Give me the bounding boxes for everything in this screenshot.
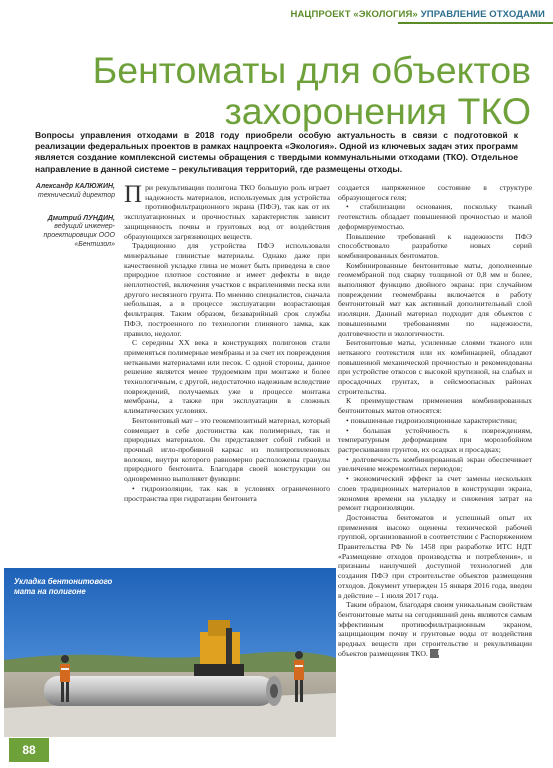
paragraph: Бентонитовый мат – это геокомпозитный материал, который совмещает в себе достоинства как полимерных, так и природных материалов. Он представляет собой гибкий и прочный игло-пробивной каркас из полипропиленовых волокон, внутри которого равномерно расположены гранулы природного бентонита. Благодаря своей конструкции он одновременно выполняет функции: (124, 415, 330, 484)
paragraph (338, 600, 532, 658)
bullet-item: • экономический эффект за счет замены нескольких слоев традиционных материалов в конструкции экрана, экономия времени на укладку и снижения затрат на ремонт гидроизоляции. (338, 474, 532, 513)
title-line-2: захоронения ТКО (224, 90, 531, 132)
article-column-1 (124, 183, 330, 503)
paragraph: Достоинства бентоматов и успешный опыт их применения высоко оценены технической рабочей группой, организованной в соответствии с Распоряжением Правительства РФ № 1458 при разработке ИТС НДТ «Размещение отходов производства и потребления», и признаны наилучшей доступной технологией для создания ПФЭ при строительстве объектов размещения отходов. Документ утвержден 15 января 2016 года, введен в действие – 1 июля 2017 года. (338, 512, 532, 600)
paragraph: Комбинированные бентонитовые маты, дополненные геомембраной под сварку толщиной от 0,8 мм и более, выполняют функцию двойного экрана: при случайном повреждении геомембраны включается в работу бентонитовый мат как активный дополнительный слой изоляции. Данный материал подходит для объектов с повышенными требованиями по надежности, долговечности и экологичности. (338, 260, 532, 338)
authors-block (4, 183, 115, 264)
bullet-item: • повышенные гидроизоляционные характеристики; (346, 415, 517, 425)
paragraph (124, 183, 330, 241)
paragraph: Бентонитовые маты, усиленные слоями тканого или нетканого геотекстиля или их комбинацией, обладают повышенной механической прочностью и рекомендованы при устройстве откосов с высокой крутизной, на слабых и просадочных грунтах, в сейсмоопасных районах строительства. (338, 338, 532, 396)
article-title (61, 50, 531, 132)
author-1 (4, 183, 115, 201)
title-line-1: Бентоматы для объектов (92, 49, 531, 91)
header-rule (398, 22, 553, 24)
rubric-section: УПРАВЛЕНИЕ ОТХОДАМИ (420, 8, 545, 20)
paragraph-text: Таким образом, благодаря своим уникальным свойствам бентонитовые маты на сегодняшний день являются самым эффективным противофильтрационным экраном, защищающим почву и грунтовые воды от воздействия вредных веществ при строительстве и рекультивации объектов размещения ТКО. (338, 600, 532, 658)
paragraph: Традиционно для устройства ПФЭ использовали минеральные глинистые материалы. Однако даже при качественной укладке глина не может быть приведена в свое природное плотное состояние и имеет дефекты в виде неплотностей, включения участков с вкраплениями песка или другого несвязного грунта. По мнению специалистов, сначала небольшая, а в процессе эксплуатации возрастающая фильтрация. Таким образом, безаварийный срок службы ПФЭ, построенного по технологии глиняного замка, как правило, недолог. (124, 241, 330, 338)
author-name: Дмитрий ЛУНДИН, (47, 214, 115, 222)
article-column-2 (338, 183, 532, 658)
bullet-item: • долговечность комбинированный экран обеспечивает увеличение межремонтных периодов; (338, 454, 532, 474)
author-position: ведущий инженер-проектировщик ООО «Бентизол» (43, 223, 115, 248)
rubric-project: НАЦПРОЕКТ «ЭКОЛОГИЯ» (290, 8, 418, 20)
end-of-article-mark: Р (430, 649, 439, 658)
paragraph: создается напряженное состояние в структуре образующегося геля; (338, 183, 532, 202)
page-number: 88 (9, 738, 49, 762)
bullet-item: • большая устойчивость к повреждениям, температурным деформациям при морозобойном растрескивании грунтов, их осадках и просадках; (338, 425, 532, 454)
drop-cap: П (124, 181, 143, 208)
lead-paragraph: Вопросы управления отходами в 2018 году приобрели особую актуальность в связи с подготовкой к реализации федеральных проектов в рамках нацпроекта «Экология». Одной из ключевых задач этих программ является создание комплексной системы обращения с твердыми коммунальными отходами (ТКО). Отдельное направление в данной системе – рекультивация территорий, где размещены отходы. (35, 130, 518, 174)
section-rubric (291, 7, 546, 21)
paragraph: • гидроизоляции, так как в условиях ограниченного пространства при гидратации бентонита (124, 483, 330, 503)
paragraph: • стабилизации основания, поскольку тканый геотекстиль обладает повышенной прочностью и малой деформируемостью. (338, 202, 532, 231)
photo-caption: Укладка бентонитового мата на полигоне (14, 577, 113, 596)
author-name: Александр КАЛЮЖИН, (35, 183, 115, 190)
author-position: технический директор (37, 191, 115, 199)
paragraph-text: ри рекультивации полигона ТКО большую роль играет надежность материалов, используемых для устройства противофильтрационного экрана (ПФЭ), так как от их эксплуатационных и прочностных характеристик зависит защищенность почвы и грунтовых вод от воздействия образующихся загрязняющих веществ. (124, 183, 330, 241)
paragraph: К преимуществам применения комбинированных бентонитовых матов относятся: (338, 396, 532, 416)
author-2 (4, 215, 115, 250)
paragraph: С середины XX века в конструкциях полигонов стали применяться полимерные мембраны и за счет их повреждения неткаными материалами или песок. С одной стороны, данное решение является менее трудоемким при монтаже и более технологичным, с другой, недостаточно надежным вследствие повреждений, получаемых уже в процессе монтажа мембраны, а также при эксплуатации в сложных климатических условиях. (124, 338, 330, 416)
paragraph: Повышение требований к надежности ПФЭ способствовало разработке новых серий комбинированных бентоматов. (338, 231, 532, 260)
